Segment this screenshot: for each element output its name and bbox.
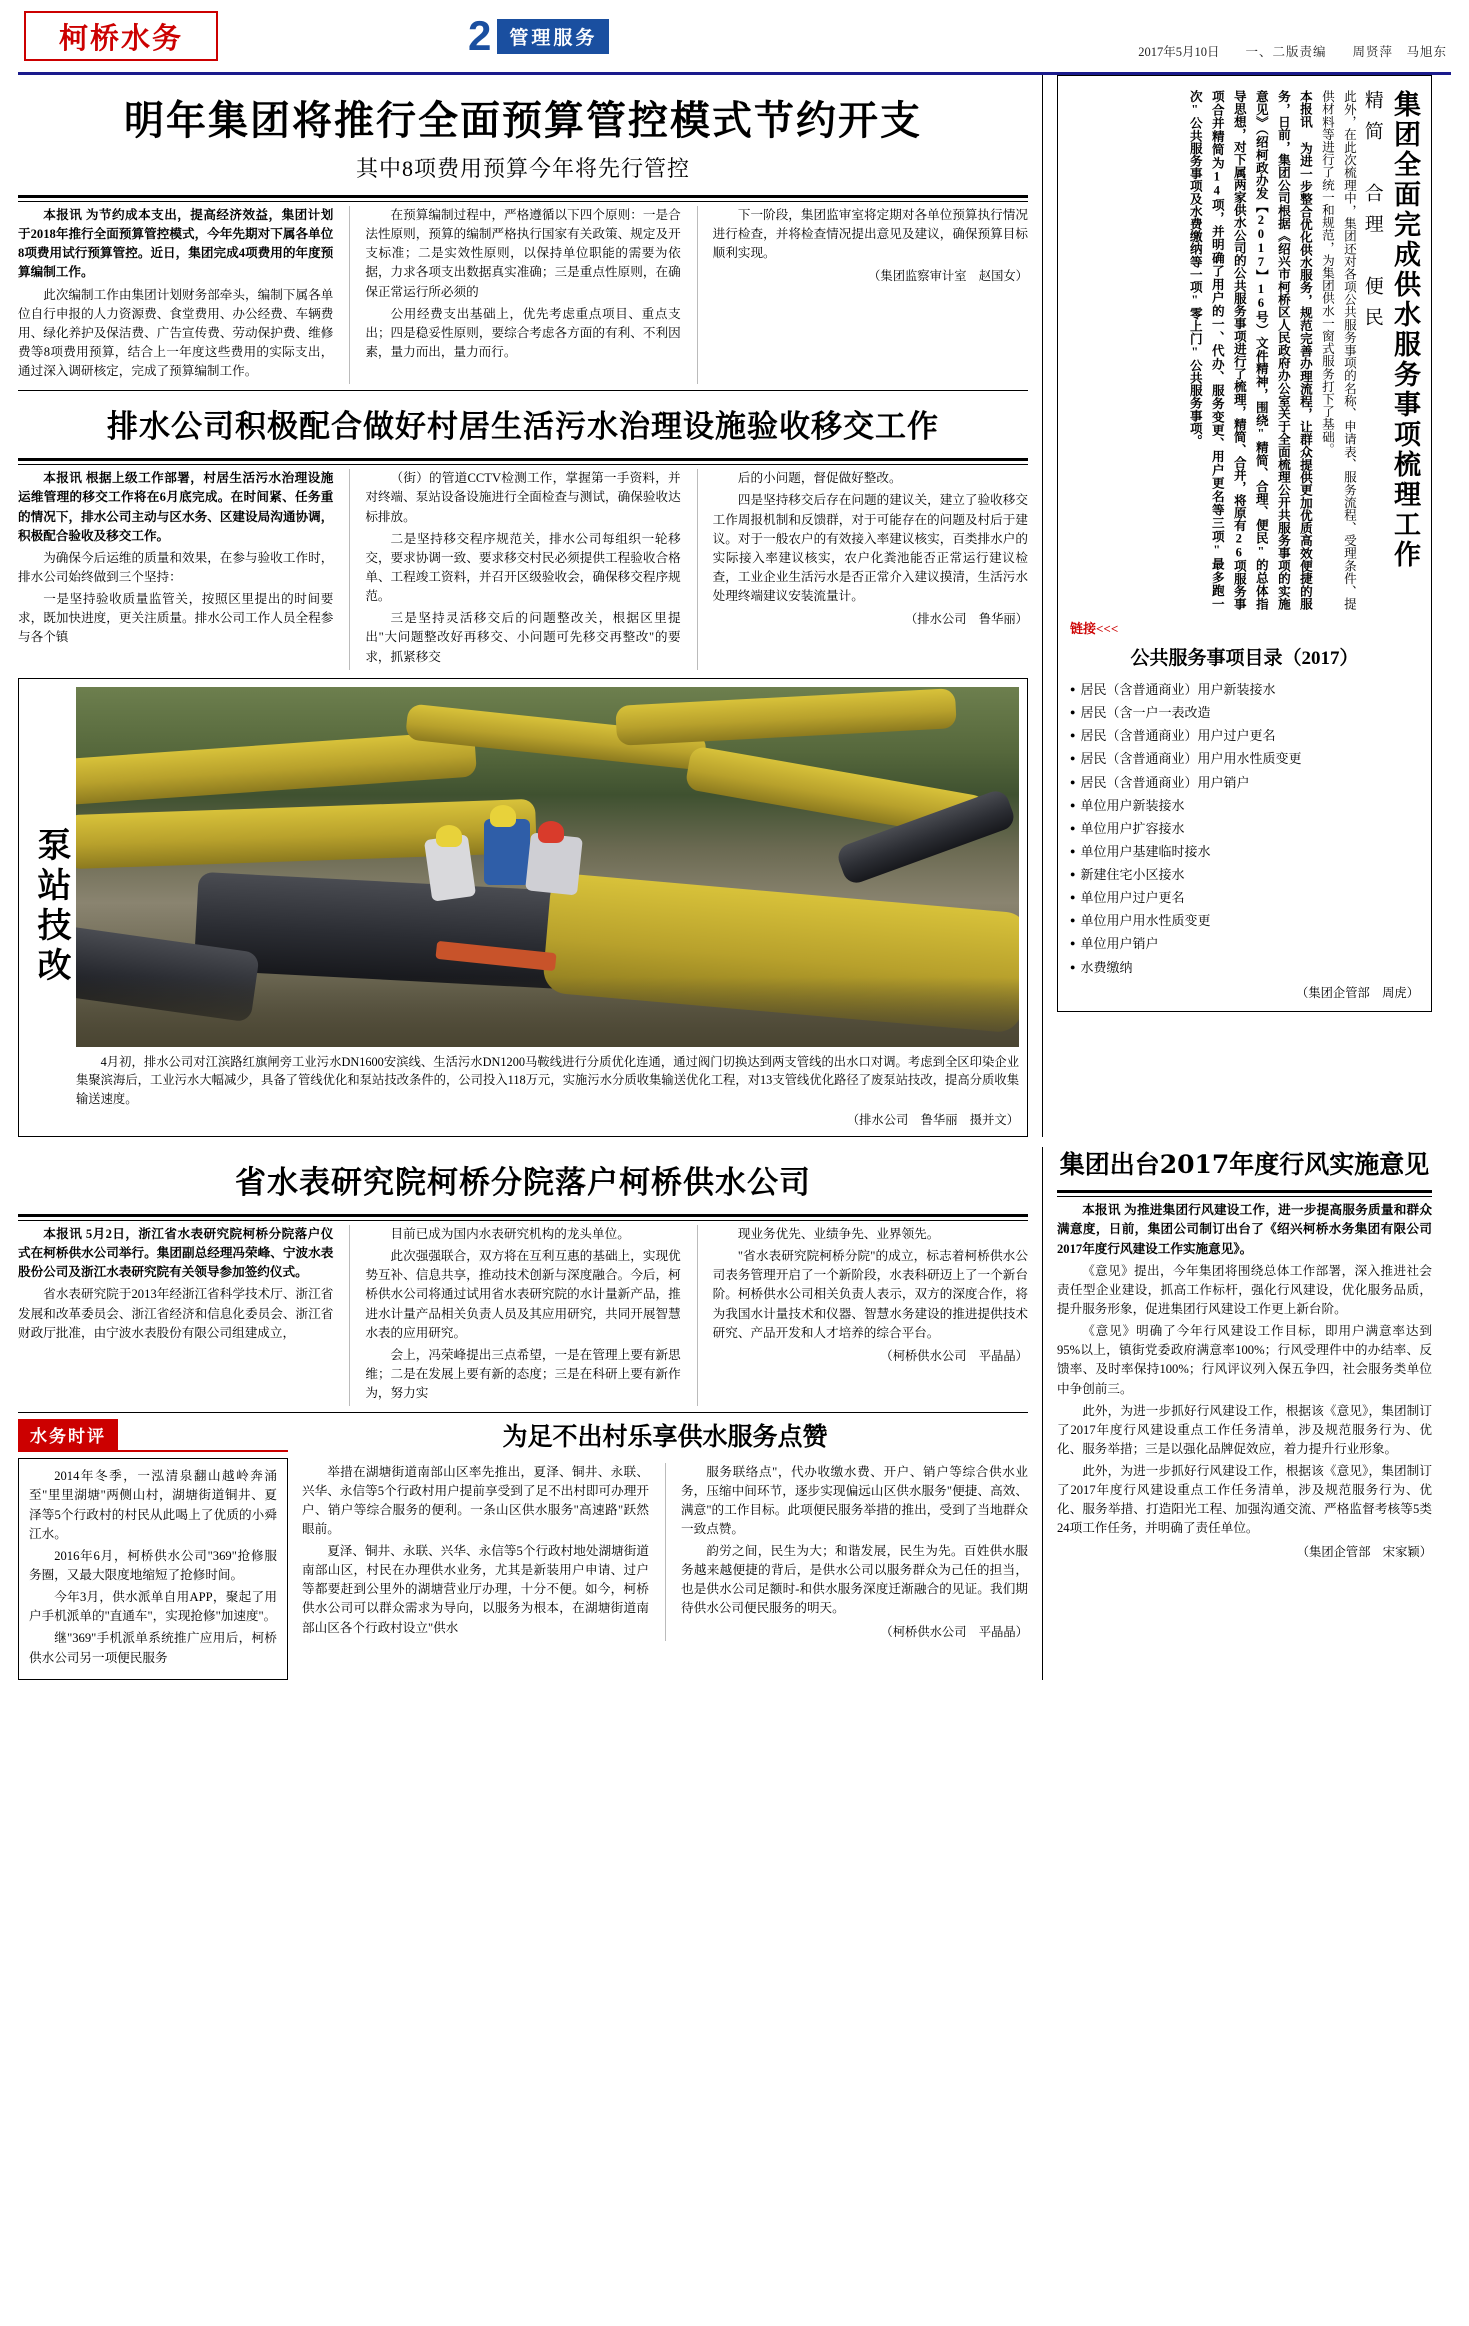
article4-col1 <box>18 1225 333 1406</box>
commentary-tag: 水务时评 <box>18 1419 118 1450</box>
list-item: ● 新建住宅小区接水 <box>1070 863 1419 886</box>
list-item: ● 居民（含普通商业）用户新装接水 <box>1070 678 1419 701</box>
paragraph: 下一阶段，集团监审室将定期对各单位预算执行情况进行检查，并将检查情况提出意见及建议，确保预算目标顺利实现。 <box>712 208 1028 261</box>
article4-body <box>18 1225 1028 1406</box>
paragraph: 一是坚持验收质量监管关，按照区里提出的时间要求，既加快进度，更关注质量。排水公司工作人员全程参与各个镇 <box>18 592 334 645</box>
article1-body <box>18 206 1028 384</box>
article1-col3 <box>697 206 1028 384</box>
commentary-col2 <box>302 1463 649 1642</box>
article1-col2 <box>349 206 680 384</box>
masthead-meta <box>1138 42 1447 60</box>
editors-label: 一、二版责编 <box>1245 45 1327 59</box>
commentary-col3 <box>665 1463 1028 1642</box>
article4-signature: （柯桥供水公司 平晶晶） <box>880 1348 1028 1363</box>
article2-col2 <box>349 469 680 669</box>
article3-lead: 本报讯 为进一步整合优化供水服务，规范完善办理流程，让群众提供更加优质高效便捷的服务，日前，集团公司根据《绍兴市柯桥区人民政府办公室关于全面梳理公开共服务事项的实施意见》（绍柯政办发【2017】16号）文件精神，围绕"精简、合理、便民"的总体指导思想，对下属两家供水公司的公共服务事项进行了梳理，精简、合并，将原有26项服务事项合并精简为14项，并明确了用户的一、代办、服务变更、用户更名等三项"最多跑一次"公共服务事项及水费缴纳等一项"零上门"公共服务事项。 <box>1187 90 1312 610</box>
article3-signature: （集团企管部 周虎） <box>1296 985 1419 1000</box>
paragraph: 会上，冯荣峰提出三点希望，一是在管理上要有新思维；二是在发展上要有新的态度；三是在科研上要有新作为，努力实 <box>365 1347 681 1401</box>
article1-col1 <box>18 206 333 384</box>
article5-body <box>1057 1201 1432 1561</box>
divider <box>18 390 1028 391</box>
page-marker <box>468 12 609 59</box>
article3-body-1 <box>1184 90 1316 610</box>
article4-lead: 本报讯 5月2日，浙江省水表研究院柯桥分院落户仪式在柯桥供水公司举行。集团副总经理冯荣峰、宁波水表股份公司及浙江水表研究院有关领导参加签约仪式。 <box>18 1226 334 1280</box>
commentary-signature: （柯桥供水公司 平晶晶） <box>880 1624 1028 1639</box>
paragraph: 2016年6月，柯桥供水公司"369"抢修服务圈，又最大限度地缩短了抢修时间。 <box>29 1548 277 1582</box>
divider <box>18 195 1028 202</box>
paragraph: 举措在湖塘街道南部山区率先推出，夏泽、铜井、永联、兴华、永信等5个行政村用户提前享受到了足不出村即可办理开户、销户等综合服务的便利。一条山区供水服务"高速路"跃然眼前。 <box>302 1464 649 1536</box>
right-column <box>1042 75 1432 1137</box>
photo-side-label-text: 泵站技改 <box>31 827 71 988</box>
article3-box <box>1057 75 1432 1012</box>
article3-body-2: 此外，在此次梳理中，集团还对各项公共服务事项的名称、申请表、服务流程、受理条件、提供材料等进行了统一和规范，为集团供水一窗式服务打下了基础。 <box>1319 90 1356 610</box>
list-item: ● 单位用户扩容接水 <box>1070 817 1419 840</box>
article2-signature: （排水公司 鲁华丽） <box>905 612 1028 627</box>
article2-col3 <box>697 469 1028 669</box>
divider <box>18 1214 1028 1221</box>
article1-headline: 明年集团将推行全面预算管控模式节约开支 <box>124 97 922 144</box>
paragraph: "省水表研究院柯桥分院"的成立，标志着柯桥供水公司表务管理开启了一个新阶段，水表科研迈上了一个新台阶。柯桥供水公司相关负责人表示，双方的深度合作，将为我国水计量技术和仪器、智慧水务建设的推进提供技术研究、产品开发和人才培养的综合平台。 <box>712 1249 1028 1340</box>
article2-body <box>18 469 1028 669</box>
article2-headline: 排水公司积极配合做好村居生活污水治理设施验收移交工作 <box>107 409 939 446</box>
paragraph: 四是坚持移交后存在问题的建议关，建立了验收移交工作周报机制和反馈群，对于可能存在的问题及村后于建议。对于一般农户的有效接入率建议核实，百类排水户的实际接入率建议核实，农户化粪池能否正常运行建议检查，工业企业生活污水是否正常介入建议摸清，生活污水处理终端建议安装流量计。 <box>712 493 1028 604</box>
paragraph: 此次编制工作由集团计划财务部牵头，编制下属各单位自行申报的人力资源费、食堂费用、办公经费、车辆费用、绿化养护及保洁费、广告宣传费、劳动保护费、维修费等8项费用预算，结合上一年度这些费用的实际支出，通过深入调研核定，完成了预算编制工作。 <box>18 287 334 379</box>
article4-col2 <box>349 1225 680 1406</box>
paragraph: 为确保今后运维的质量和效果，在参与验收工作时，排水公司始终做到三个坚持： <box>18 550 334 584</box>
paragraph: 二是坚持移交程序规范关，排水公司每组织一轮移交，要求协调一致、要求移交村民必须提供工程验收合格单、工程竣工资料，并召开区级验收会，确保移交程序规范。 <box>365 531 681 604</box>
list-item: ● 单位用户过户更名 <box>1070 886 1419 909</box>
article1-subhead: 其中8项费用预算今年将先行管控 <box>355 156 690 181</box>
paragraph: 省水表研究院于2013年经浙江省科学技术厅、浙江省发展和改革委员会、浙江省经济和信息化委员会、浙江省财政厅批准，由宁波水表股份有限公司组建成立， <box>18 1287 334 1340</box>
paragraph: 今年3月，供水派单自用APP，聚起了用户手机派单的"直通车"，实现抢修"加速度"。 <box>29 1590 277 1624</box>
list-item: ● 单位用户销户 <box>1070 932 1419 955</box>
article3-subtitle: 精简 合理 便民 <box>1361 90 1383 338</box>
paragraph: （街）的管道CCTV检测工作，掌握第一手资料，并对终端、泵站设备设施进行全面检查与测试，确保验收达标排放。 <box>365 471 681 524</box>
paragraph: 继"369"手机派单系统推广应用后，柯桥供水公司另一项便民服务 <box>29 1631 277 1665</box>
article5-signature: （集团企管部 宋家颖） <box>1296 1544 1432 1559</box>
list-item: ● 居民（含一户一表改造 <box>1070 701 1419 724</box>
article1-signature: （集团监察审计室 赵国女） <box>868 269 1028 284</box>
commentary-block <box>18 1419 288 1679</box>
bottom-right <box>1042 1147 1432 1680</box>
article1-lead: 本报讯 为节约成本支出，提高经济效益，集团计划于2018年推行全面预算管控模式，今年先期对下属各单位8项费用试行预算管控。近日，集团完成4项费用的年度预算编制工作。 <box>18 208 334 280</box>
paragraph: 夏泽、铜井、永联、兴华、永信等5个行政村地处湖塘街道南部山区，村民在办理供水业务，尤其是新装用户申请、过户等都要赶到公里外的湖塘营业厅办理，十分不便。如今，柯桥供水公司可以群众需求为导向，以服务为根本，在湖塘街道南部山区各个行政村设立"供水 <box>302 1544 649 1635</box>
editor-names: 周贤萍 马旭东 <box>1352 45 1447 59</box>
paragraph: 《意见》提出，今年集团将围绕总体工作部署，深入推进社会责任型企业建设，抓高工作标杆，强化行风建设，优化服务品质，提升服务形象，促进集团行风建设工作更上新台阶。 <box>1057 1263 1432 1316</box>
paragraph: 后的小问题，督促做好整改。 <box>737 471 902 486</box>
paragraph: 目前已成为国内水表研究机构的龙头单位。 <box>390 1226 630 1241</box>
paragraph: 韵労之间，民生为大；和谐发展，民生为先。百姓供水服务越来越便捷的背后，是供水公司以服务群众为己任的担当，也是供水公司足额时-和供水服务深度迁渐融合的见证。我们期待供水公司便民服务的明天。 <box>681 1544 1028 1616</box>
commentary-headline: 为足不出村乐享供水服务点赞 <box>502 1422 828 1452</box>
section-name: 管理服务 <box>497 19 609 54</box>
bottom-left <box>18 1147 1028 1680</box>
divider <box>18 1412 1028 1413</box>
link-label: 链接<<< <box>1070 621 1119 636</box>
list-item: ● 单位用户新装接水 <box>1070 794 1419 817</box>
photo-block <box>18 678 1028 1137</box>
article3-vertical-head <box>1070 90 1419 610</box>
article4-col3 <box>697 1225 1028 1406</box>
list-item: ● 居民（含普通商业）用户销户 <box>1070 771 1419 794</box>
divider <box>18 458 1028 465</box>
paragraph: 此次强强联合，双方将在互利互惠的基础上，实现优势互补、信息共享，推动技术创新与深度融合。今后，柯桥供水公司将通过试用省水表研究院的水计量新产品，推进水计量产品相关负责人员及其应用研究，共同开展智慧水表的应用研究。 <box>365 1249 681 1340</box>
page-number: 2 <box>468 12 492 59</box>
pump-station-photo <box>76 687 1019 1047</box>
left-main-column <box>18 75 1028 1137</box>
divider <box>1057 1190 1432 1197</box>
paragraph: 《意见》明确了今年行风建设工作目标，即用户满意率达到95%以上，镇街党委政府满意率100%；行风受理件中的办结率、反馈率、及时率保持100%；行风评议列入保五争四，社会服务类单位中争创前三。 <box>1057 1324 1432 1396</box>
list-item: ● 单位用户基建临时接水 <box>1070 840 1419 863</box>
paragraph: 此外，为进一步抓好行风建设工作，根据该《意见》，集团制订了2017年度行风建设重点工作任务清单，涉及规范服务行为、优化、服务举措、打造阳光工程、加强沟通交流、严格监督考核等5类24项工作任务，并明确了责任单位。 <box>1057 1464 1432 1536</box>
catalog-list <box>1070 678 1419 979</box>
logo-text: 柯桥水务 <box>58 20 183 55</box>
paragraph: 在预算编制过程中，严格遵循以下四个原则：一是合法性原则，预算的编制严格执行国家有关政策、规定及开支标准；二是实效性原则，以保持单位职能的需要为依据，力求各项支出数据真实准确；三是重点性原则，在确保正常运行所必须的 <box>365 208 681 299</box>
paragraph: 三是坚持灵活移交后的问题整改关，根据区里提出"大问题整改好再移交、小问题可先移交再整改"的要求，抓紧移交 <box>365 611 681 664</box>
paragraph: 2014年冬季，一泓清泉翻山越岭奔涌至"里里湖塘"两侧山村，湖塘街道铜井、夏泽等5个行政村的村民从此喝上了优质的小舜江水。 <box>29 1469 277 1541</box>
article5-lead: 本报讯 为推进集团行风建设工作，进一步提高服务质量和群众满意度，日前，集团公司制订出台了《绍兴柯桥水务集团有限公司2017年度行风建设工作实施意见》。 <box>1057 1203 1432 1256</box>
commentary-col1 <box>18 1458 288 1679</box>
masthead <box>18 0 1451 75</box>
catalog-title: 公共服务事项目录（2017） <box>1130 648 1359 669</box>
list-item: ● 居民（含普通商业）用户用水性质变更 <box>1070 747 1419 770</box>
paragraph: 现业务优先、业绩争先、业界领先。 <box>737 1226 940 1241</box>
article2-lead: 本报讯 根据上级工作部署，村居生活污水治理设施运维管理的移交工作将在6月底完成。在时间紧、任务重的情况下，排水公司主动与区水务、区建设局沟通协调，积极配合验收及移交工作。 <box>18 471 334 543</box>
article4-headline: 省水表研究院柯桥分院落户柯桥供水公司 <box>235 1164 811 1201</box>
photo-side-label <box>27 687 76 1128</box>
issue-date: 2017年5月10日 <box>1138 45 1220 59</box>
article5-headline: 集团出台2017年度行风实施意见 <box>1059 1149 1430 1179</box>
photo-caption: 4月初，排水公司对江滨路红旗闸旁工业污水DN1600安滨线、生活污水DN1200马鞍线进行分质优化连通，通过阀门切换达到两支管线的出水口对调。考虑到全区印染企业集聚滨海后，工业污水大幅减少，具备了管线优化和泵站技改条件的，公司投入118万元，实施污水分质收集输送优化工程，对13支管线优化路径了废泵站技改，提高分质收集输送速度。 <box>76 1054 1019 1106</box>
publication-logo <box>24 11 218 61</box>
photo-credit: （排水公司 鲁华丽 摄并文） <box>846 1112 1019 1127</box>
article2-col1 <box>18 469 333 669</box>
article3-headline: 集团全面完成供水服务事项梳理工作 <box>1389 90 1420 570</box>
list-item: ● 单位用户用水性质变更 <box>1070 909 1419 932</box>
paragraph: 服务联络点"，代办收缴水费、开户、销户等综合供水业务，压缩中间环节，逐步实现偏远山区供水服务"便捷、高效、满意"的工作目标。此项便民服务举措的推出，受到了当地群众一致点赞。 <box>681 1464 1028 1536</box>
list-item: ● 水费缴纳 <box>1070 956 1419 979</box>
paragraph: 公用经费支出基础上，优先考虑重点项目、重点支出；四是稳妥性原则，要综合考虑各方面的有利、不利因素，量力而出，量力而行。 <box>365 306 681 359</box>
paragraph: 此外，为进一步抓好行风建设工作，根据该《意见》，集团制订了2017年度行风建设重点工作任务清单，涉及规范服务行为、优化、服务举措；三是以强化品牌促效应，着力提升行业形象。 <box>1057 1403 1432 1456</box>
list-item: ● 居民（含普通商业）用户过户更名 <box>1070 724 1419 747</box>
